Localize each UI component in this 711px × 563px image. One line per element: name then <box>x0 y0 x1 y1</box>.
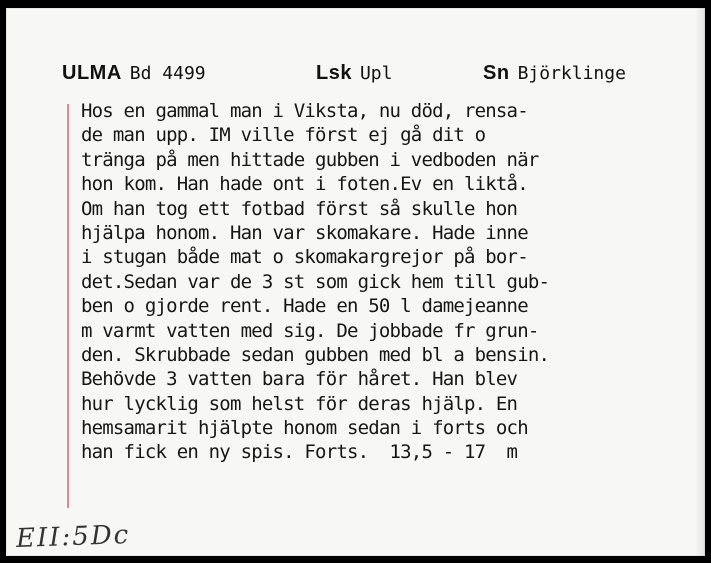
ulma-value: Bd 4499 <box>129 63 206 84</box>
ulma-label: ULMA <box>62 62 122 84</box>
text-line: Hos en gammal man i Viksta, nu död, rensa- <box>81 100 528 122</box>
text-line: hon kom. Han hade ont i foten.Ev en liktå. <box>81 173 528 196</box>
text-line: den. Skrubbade sedan gubben med bl a bensin. <box>81 343 550 366</box>
landskap-field <box>316 60 392 85</box>
archive-card <box>6 8 705 556</box>
socken-field <box>483 60 626 85</box>
text-line: hjälpa honom. Han var skomakare. Hade inne <box>81 221 528 244</box>
card-header <box>6 8 705 108</box>
text-line: ben o gjorde rent. Hade en 50 l damejeanne <box>81 295 528 318</box>
margin-rule <box>67 104 69 508</box>
sn-label: Sn <box>483 62 510 84</box>
card-body-text <box>81 99 691 465</box>
lsk-label: Lsk <box>316 62 352 84</box>
lsk-value: Upl <box>359 63 393 84</box>
handwritten-classification: EII:5Dc <box>15 520 131 554</box>
text-line: Om han tog ett fotbad först så skulle hon <box>81 197 518 220</box>
text-line: tränga på men hittade gubben i vedboden när <box>81 148 539 171</box>
sn-value: Björklinge <box>517 63 626 84</box>
text-line: de man upp. IM ville först ej gå dit o <box>81 124 486 147</box>
text-line: han fick en ny spis. Forts. 13,5 - 17 m <box>81 441 518 464</box>
text-line: m varmt vatten med sig. De jobbade fr grun- <box>81 319 539 342</box>
ulma-field <box>62 60 206 85</box>
text-line: hemsamarit hjälpte honom sedan i forts och <box>81 417 528 440</box>
text-line: Behövde 3 vatten bara för håret. Han blev <box>81 368 518 391</box>
text-line: hur lycklig som helst för deras hjälp. En <box>81 392 518 415</box>
text-line: det.Sedan var de 3 st som gick hem till gub- <box>81 270 550 293</box>
text-line: i stugan både mat o skomakargrejor på bor- <box>81 246 528 269</box>
